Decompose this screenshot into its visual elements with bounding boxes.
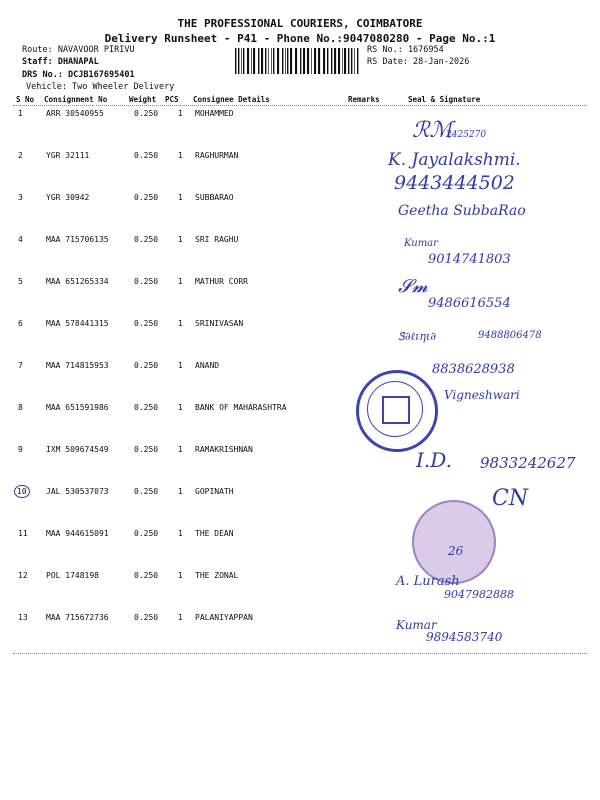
row-consignee: SRINIVASAN [195,319,244,328]
signature-5-phone: 9486616554 [428,296,511,311]
signature-2-name: K. Jayalakshmi. [388,150,521,170]
row-sno: 7 [18,361,23,370]
signature-13-name: Kumar [396,618,437,632]
row-consignment-no: IXM 509674549 [46,445,109,454]
row-consignment-no: YGR 32111 [46,151,90,160]
signature-12-phone: 9047982888 [444,588,514,601]
row-pcs: 1 [178,361,183,370]
row-consignee: SRI RAGHU [195,235,239,244]
row-sno: 1 [18,109,23,118]
staff-label: Staff: DHANAPAL [22,57,99,67]
signature-3: Geetha SubbaRao [398,203,526,219]
row-pcs: 1 [178,109,183,118]
row-weight: 0.250 [134,613,159,622]
row-consignment-no: MAA 651591986 [46,403,109,412]
row-sno: 9 [18,445,23,454]
col-consignment: Consignment No [44,95,108,104]
row-consignee: THE ZONAL [195,571,239,580]
row-pcs: 1 [178,193,183,202]
signature-2-phone: 9443444502 [394,172,515,194]
row-consignment-no: ARR 30540955 [46,109,104,118]
row-sno: 10 [14,485,30,498]
signature-12-name: A. Lurash [396,574,460,589]
col-remarks: Remarks [348,95,380,104]
col-consignee: Consignee Details [193,95,270,104]
route-label: Route: NAVAVOOR PIRIVU [22,45,135,55]
col-seal-signature: Seal & Signature [408,95,481,104]
row-sno: 3 [18,193,23,202]
row-sno: 4 [18,235,23,244]
signature-11: 26 [448,544,464,558]
drs-number: DRS No.: DCJB167695401 [22,70,135,80]
signature-6-mark: Ꮥ∂ℓιηι∂ [398,330,437,343]
runsheet-title: Delivery Runsheet - P41 - Phone No.:9047080280 - Page No.:1 [104,32,496,45]
signature-9-mark: I.D. [416,448,452,472]
row-consignee: MOHAMMED [195,109,234,118]
row-sno: 13 [18,613,28,622]
table-bottom-divider [13,653,587,654]
row-weight: 0.250 [134,235,159,244]
row-pcs: 1 [178,319,183,328]
row-pcs: 1 [178,403,183,412]
row-pcs: 1 [178,613,183,622]
row-pcs: 1 [178,529,183,538]
signature-4-name: Kumar [404,238,438,249]
row-pcs: 1 [178,151,183,160]
row-consignee: RAGHURMAN [195,151,239,160]
row-weight: 0.250 [134,151,159,160]
col-weight: Weight [129,95,157,104]
row-weight: 0.250 [134,487,159,496]
row-pcs: 1 [178,571,183,580]
row-weight: 0.250 [134,319,159,328]
row-weight: 0.250 [134,193,159,202]
row-weight: 0.250 [134,571,159,580]
signature-1: 2425270 [446,130,487,140]
row-consignment-no: MAA 715706135 [46,235,109,244]
col-pcs: PCS [165,95,179,104]
row-consignee: RAMAKRISHNAN [195,445,253,454]
row-consignment-no: MAA 944615091 [46,529,109,538]
row-weight: 0.250 [134,109,159,118]
signature-10: CN [492,486,529,511]
signature-1-mark: ℛℳ [412,118,454,143]
row-sno: 5 [18,277,23,286]
bank-seal-stamp [412,500,496,584]
signature-6-phone: 9488806478 [478,330,542,341]
row-consignee: SUBBARAO [195,193,234,202]
row-weight: 0.250 [134,445,159,454]
signature-5-mark: 𝓢𝓶 [398,276,428,297]
row-consignee: PALANIYAPPAN [195,613,253,622]
rs-date: RS Date: 28-Jan-2026 [367,57,470,67]
row-sno: 2 [18,151,23,160]
barcode [235,48,363,74]
row-pcs: 1 [178,487,183,496]
row-consignee: ANAND [195,361,220,370]
row-consignment-no: MAA 715672736 [46,613,109,622]
header-divider [13,105,587,106]
row-pcs: 1 [178,235,183,244]
row-sno: 12 [18,571,28,580]
row-consignee: GOPINATH [195,487,234,496]
row-pcs: 1 [178,277,183,286]
row-consignee: THE DEAN [195,529,234,538]
row-consignment-no: POL 1748198 [46,571,99,580]
row-weight: 0.250 [134,529,159,538]
row-pcs: 1 [178,445,183,454]
row-consignment-no: MAA 714815953 [46,361,109,370]
row-consignment-no: MAA 578441315 [46,319,109,328]
row-consignment-no: YGR 30942 [46,193,90,202]
row-sno: 11 [18,529,28,538]
row-sno: 8 [18,403,23,412]
row-consignment-no: JAL 530537073 [46,487,109,496]
courier-seal-stamp [356,370,438,452]
row-weight: 0.250 [134,361,159,370]
row-sno: 6 [18,319,23,328]
signature-9-phone: 9833242627 [480,454,576,472]
col-sno: S No [16,95,35,104]
row-consignment-no: MAA 651265334 [46,277,109,286]
signature-13-phone: 9894583740 [426,630,503,644]
row-weight: 0.250 [134,403,159,412]
signature-8: Vigneshwari [444,388,520,402]
company-name: THE PROFESSIONAL COURIERS, COIMBATORE [177,17,423,30]
row-weight: 0.250 [134,277,159,286]
row-consignee: MATHUR CORR [195,277,248,286]
vehicle-label: Vehicle: Two Wheeler Delivery [26,82,175,92]
signature-7-phone: 8838628938 [432,362,515,377]
row-consignee: BANK OF MAHARASHTRA [195,403,287,412]
signature-4-phone: 9014741803 [428,252,511,267]
rs-number: RS No.: 1676954 [367,45,444,55]
